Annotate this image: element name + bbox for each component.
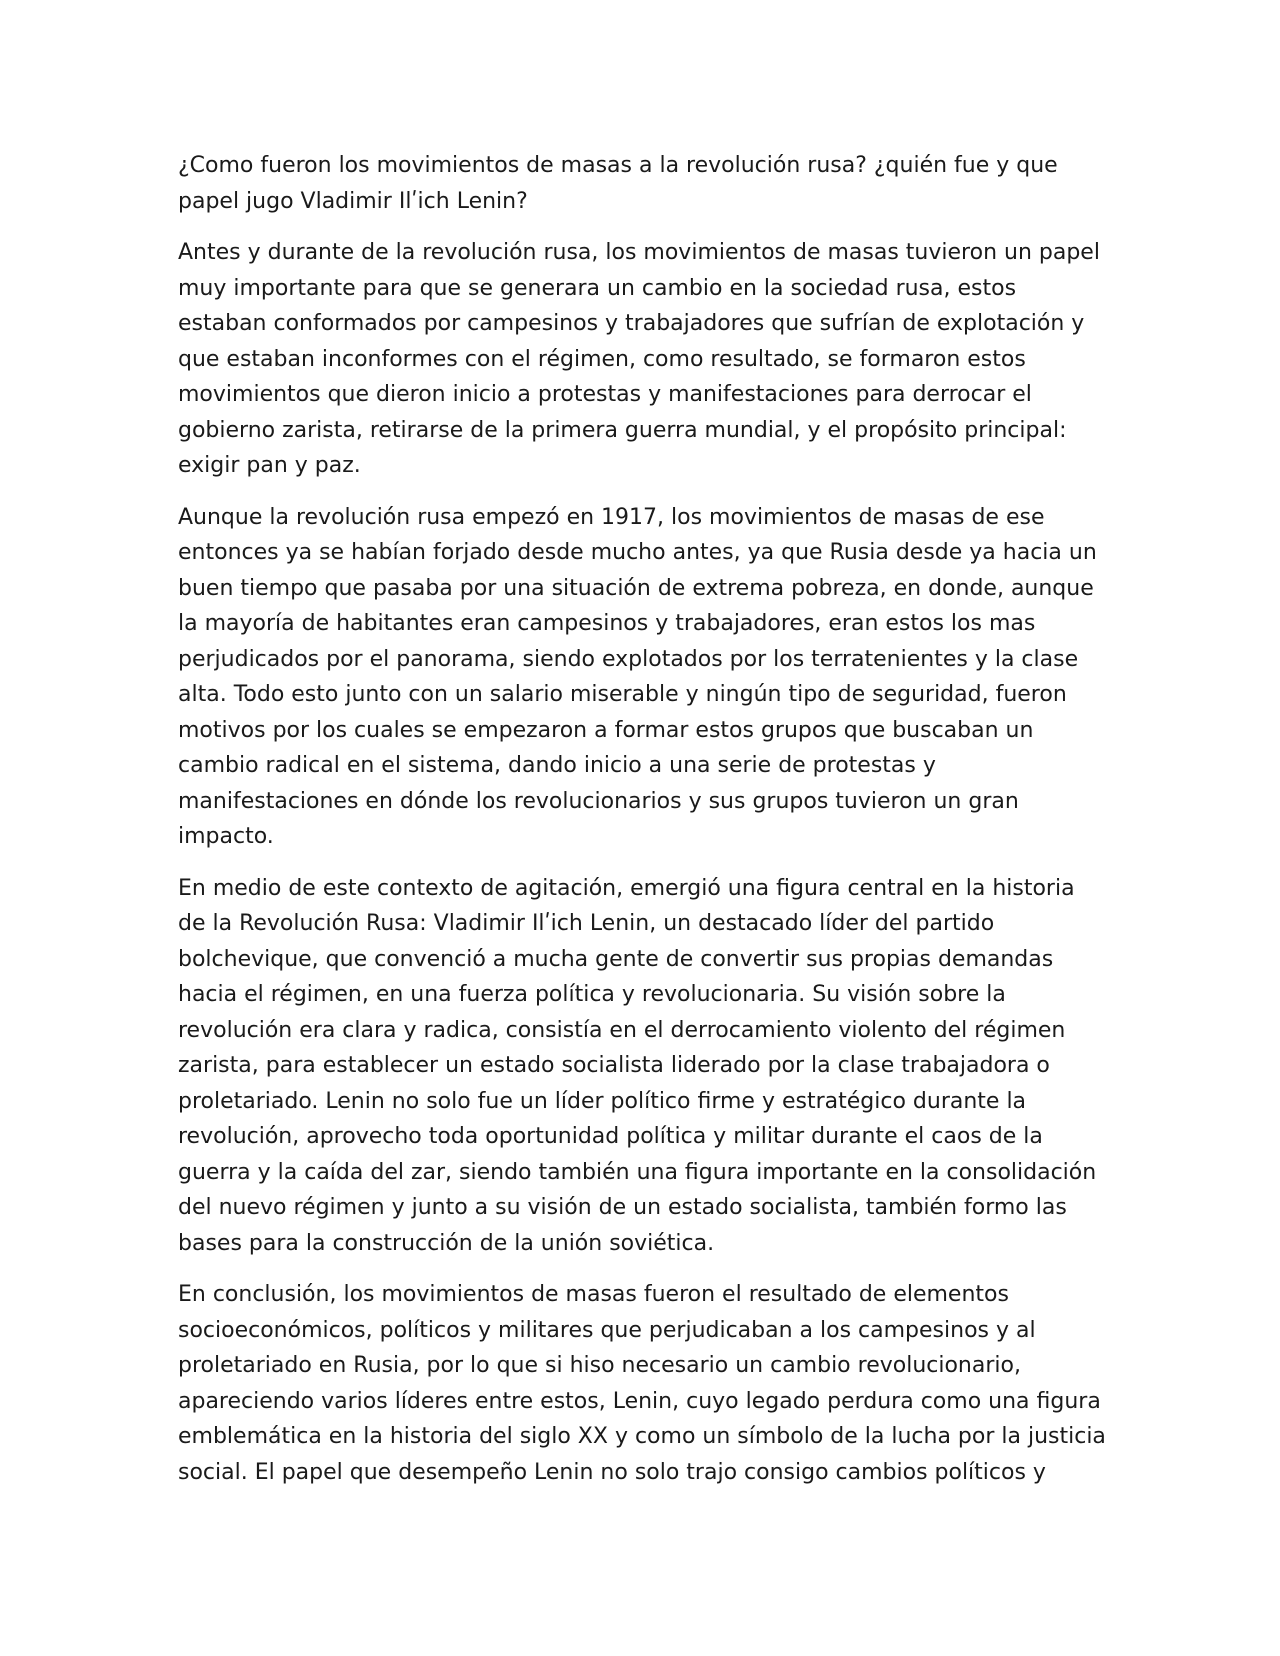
body-paragraph-3: En medio de este contexto de agitación, emergió una figura central en la historia de la Revolución Rusa: Vladimir Ilʹich Lenin, un destacado líder del partido bolchevique, que convenció a mucha gente de convertir sus propias demandas hacia el régimen, en una fuerza política y revolucionaria. Su visión sobre la revolución era clara y radica, consistía en el derrocamiento violento del régimen zarista, para establecer un estado socialista liderado por la clase trabajadora o proletariado. Lenin no solo fue un líder político firme y estratégico durante la revolución, aprovecho toda oportunidad política y militar durante el caos de la guerra y la caída del zar, siendo también una figura importante en la consolidación del nuevo régimen y junto a su visión de un estado socialista, también formo las bases para la construcción de la unión soviética. [178,875,1097,1256]
document-body [178,148,1108,1506]
body-paragraph-2: Aunque la revolución rusa empezó en 1917, los movimientos de masas de ese entonces ya se habían forjado desde mucho antes, ya que Rusia desde ya hacia un buen tiempo que pasaba por una situación de extrema pobreza, en donde, aunque la mayoría de habitantes eran campesinos y trabajadores, eran estos los mas perjudicados por el panorama, siendo explotados por los terratenientes y la clase alta. Todo esto junto con un salario miserable y ningún tipo de seguridad, fueron motivos por los cuales se empezaron a formar estos grupos que buscaban un cambio radical en el sistema, dando inicio a una serie de protestas y manifestaciones en dónde los revolucionarios y sus grupos tuvieron un gran impacto. [178,504,1097,849]
body-paragraph-1: Antes y durante de la revolución rusa, los movimientos de masas tuvieron un papel muy importante para que se generara un cambio en la sociedad rusa, estos estaban conformados por campesinos y trabajadores que sufrían de explotación y que estaban inconformes con el régimen, como resultado, se formaron estos movimientos que dieron inicio a protestas y manifestaciones para derrocar el gobierno zarista, retirarse de la primera guerra mundial, y el propósito principal: exigir pan y paz. [178,240,1100,478]
question-paragraph: ¿Como fueron los movimientos de masas a la revolución rusa? ¿quién fue y que papel jugo Vladimir Ilʹich Lenin? [178,153,1058,214]
body-paragraph-4: En conclusión, los movimientos de masas fueron el resultado de elementos socioeconómicos, políticos y militares que perjudicaban a los campesinos y al proletariado en Rusia, por lo que si hiso necesario un cambio revolucionario, apareciendo varios líderes entre estos, Lenin, cuyo legado perdura como una figura emblemática en la historia del siglo XX y como un símbolo de la lucha por la justicia social. El papel que desempeño Lenin no solo trajo consigo cambios políticos y [178,1282,1106,1485]
